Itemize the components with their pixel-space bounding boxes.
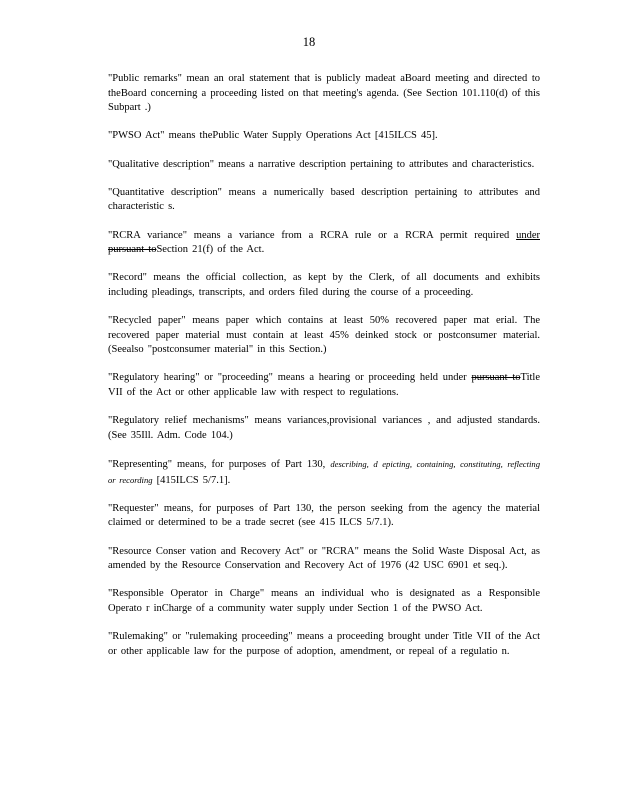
- definition-text-normal: "Requester" means, for purposes of Part 130, the person seeking from the agency the material claimed or determined to be a trade secret (see 415 ILCS 5/7.1).: [108, 502, 540, 529]
- definition-text-del: pursuant to: [471, 372, 521, 384]
- definition-qualitative-description: [108, 158, 540, 173]
- definitions-list: [108, 72, 540, 673]
- definition-rcra-variance: [108, 229, 540, 258]
- definition-text-normal: "Rulemaking" or "rulemaking proceeding" means a proceeding brought under Title VII of the Act or other applicable law for the purpose of adoption, amendment, or repeal of a regulatio n.: [108, 631, 540, 657]
- definition-text-normal: [415ILCS 5/7.1].: [152, 474, 231, 486]
- definition-text-normal: "Representing" means, for purposes of Part 130,: [108, 459, 331, 471]
- definition-text-ital: describing, d epicting, containing, constituting, reflecting or recording: [108, 459, 540, 485]
- definition-text-normal: "Regulatory relief mechanisms" means variances,provisional variances , and adjusted standards. (See 35Ill. Adm. Code 104.): [108, 415, 540, 441]
- definition-text-del: pursuant to: [108, 244, 157, 256]
- definition-text-normal: Section 21(f) of the Act.: [156, 244, 265, 256]
- definition-quantitative-description: [108, 186, 540, 215]
- page-number: 18: [302, 35, 316, 49]
- definition-text-normal: "PWSO Act" means thePublic Water Supply Operations Act [415ILCS 45].: [108, 130, 438, 142]
- definition-text-normal: "Resource Conser vation and Recovery Act" or "RCRA" means the Solid Waste Disposal Act, as amended by the Resource Conservation and Recovery Act of 1976 (42 USC 6901 et seq.).: [108, 545, 540, 572]
- definition-responsible-operator: [108, 587, 540, 616]
- definition-text-normal: "RCRA variance" means a variance from a RCRA rule or a RCRA permit required: [108, 229, 517, 241]
- definition-text-normal: "Record" means the official collection, as kept by the Clerk, of all documents and exhibits including pleadings, transcripts, and orders filed during the course of a proceeding.: [108, 272, 540, 298]
- definition-public-remarks: [108, 72, 540, 116]
- definition-text-normal: Title VII of the Act or other applicable law with respect to regulations.: [108, 372, 540, 399]
- definition-regulatory-hearing: [108, 371, 540, 400]
- definition-text-normal: "Regulatory hearing" or "proceeding" means a hearing or proceeding held under: [108, 372, 472, 384]
- definition-pwso-act: [108, 129, 540, 144]
- definition-representing: [108, 457, 540, 488]
- definition-text-normal: "Qualitative description" means a narrative description pertaining to attributes and characteristics.: [108, 158, 535, 170]
- definition-text-normal: "Public remarks" mean an oral statement that is publicly madeat aBoard meeting and directed to theBoard concerning a proceeding listed on that meeting's agenda. (See Section 101.110(d) of this Subpart .): [108, 73, 540, 114]
- definition-text-ins: under: [516, 229, 540, 241]
- definition-text-normal: "Recycled paper" means paper which contains at least 50% recovered paper mat erial. The recovered paper material must contain at least 45% deinked stock or postconsumer material. (Seealso "postconsumer material" in this Section.): [108, 315, 540, 356]
- definition-record: [108, 271, 540, 300]
- definition-regulatory-relief-mechanisms: [108, 414, 540, 443]
- definition-text-normal: "Responsible Operator in Charge" means an individual who is designated as a Responsible Operato r inCharge of a community water supply under Section 1 of the PWSO Act.: [108, 588, 540, 614]
- definition-rulemaking: [108, 630, 540, 659]
- definition-text-normal: "Quantitative description" means a numerically based description pertaining to attributes and characteristic s.: [108, 186, 540, 213]
- definition-recycled-paper: [108, 314, 540, 358]
- definition-rcra: [108, 545, 540, 574]
- definition-requester: [108, 502, 540, 531]
